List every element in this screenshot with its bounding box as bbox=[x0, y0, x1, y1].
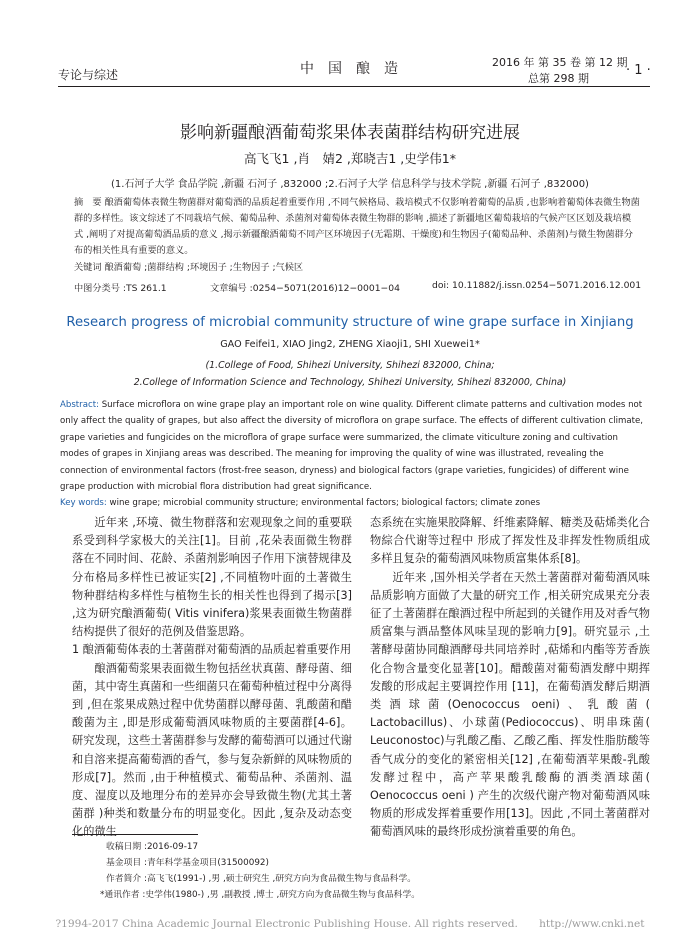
footnote-funding: 基金项目 :青年科学基金项目(31500092) bbox=[106, 858, 269, 868]
affiliation-english-2: 2.College of Information Science and Technology, Shihezi University, Shihezi 832000, China) bbox=[133, 377, 567, 388]
body-column-left bbox=[72, 514, 352, 842]
article-number: 文章编号 :0254−5071(2016)12−0001−04 bbox=[210, 283, 400, 294]
keywords-english-text: wine grape; microbial community structure; environmental factors; biological factors; climate zones bbox=[109, 498, 541, 509]
total-issue: 总第 298 期 bbox=[528, 72, 589, 85]
body-paragraph: 近年来 ,环境、微生物群落和宏观现象之间的重要联系受到科学家极大的关注[1]。目前 ,花朵表面微生物群落在不同时间、花龄、杀菌剂影响因子作用下演替规律及分布格局多样性已被证实[2] ,不同植物叶面的土著微生物种群结构多样性与植物生长的相关性也得到了揭示[3] ,这为研究酿酒葡萄( Vitis vinifera)浆果表面微生物菌群结构提供了很好的范例及借鉴思路。 bbox=[72, 516, 352, 639]
footnote-author: 作者简介 :高飞飞(1991-) ,男 ,硕士研究生 ,研究方向为食品微生物与食品科学。 bbox=[106, 874, 417, 884]
body-paragraph: 近年来 ,国外相关学者在天然土著菌群对葡萄酒风味品质影响方面做了大量的研究工作 ,相关研究成果充分表征了土著菌群在酿酒过程中所起到的关键作用及对香气物质富集与酒品整体风味呈现的影响力[9]。研究显示 ,土著酵母菌协同酿酒酵母共同培养时 ,萜烯和内酯等芳香族化合物含量变化显著[10]。醋酸菌对葡萄酒发酵中期挥发酸的形成起主要调控作用 [11]，在葡萄酒发酵后期酒类酒球菌(Oenococcus oeni)、乳酸菌( Lactobacillus)、小球菌(Pediococcus)、明串珠菌( Leuconostoc)与乳酸乙酯、乙酸乙酯、挥发性脂肪酸等香气成分的变化的紧密相关[12] ,在葡萄酒苹果酸-乳酸发酵过程中，高产苹果酸乳酸酶的酒类酒球菌( Oenococcus oeni ) 产生的次级代谢产物对葡萄酒风味物质的形成发挥着重要作用[13]。因此 ,不同土著菌群对葡萄酒风味的最终形成扮演着重要的角色。 bbox=[370, 570, 650, 839]
title-chinese: 影响新疆酿酒葡萄浆果体表菌群结构研究进展 bbox=[180, 123, 520, 143]
footnote-corresponding: *通讯作者 :史学伟(1980-) ,男 ,副教授 ,博士 ,研究方向为食品微生物与食品科学。 bbox=[100, 890, 421, 900]
footnote-received: 收稿日期 :2016-09-17 bbox=[106, 842, 199, 852]
affiliation-chinese: (1.石河子大学 食品学院 ,新疆 石河子 ,832000 ;2.石河子大学 信息科学与技术学院 ,新疆 石河子 ,832000) bbox=[111, 179, 589, 190]
affiliation-english-1: (1.College of Food, Shihezi University, Shihezi 832000, China; bbox=[205, 360, 495, 371]
footnote-rule bbox=[72, 834, 198, 835]
copyright-watermark: ?1994-2017 China Academic Journal Electronic Publishing House. All rights reserved. http://www.cnki.net bbox=[55, 918, 645, 930]
page-number: · 1 · bbox=[626, 63, 651, 78]
abstract-english bbox=[60, 397, 648, 512]
abstract-english-text: Surface microflora on wine grape play an important role on wine quality. Different climate patterns and cultivation modes not only affect the quality of grapes, but also affect the diversity of microflora on grape surface. The effects of different cultivation climate, grape varieties and fungicides on the microflora of grape surface were summarized, the climate viticulture zoning and cultivation modes of grapes in Xinjiang areas was described. The meaning for improving the quality of wine was illustrated, revealing the connection of environmental factors (frost-free season, dryness) and biological factors (grape varieties, fungicides) of different wine grape production with microbial flora distribution had great significance. bbox=[60, 400, 644, 493]
keywords-chinese-text: 酿酒葡萄 ;菌群结构 ;环境因子 ;生物因子 ;气候区 bbox=[104, 262, 304, 273]
abstract-english-label: Abstract: bbox=[60, 400, 99, 410]
body-paragraph: 酿酒葡萄浆果表面微生物包括丝状真菌、酵母菌、细菌，其中寄生真菌和一些细菌只在葡萄种植过程中分离得到 ,但在浆果成熟过程中优势菌群以酵母菌、乳酸菌和醋酸菌为主 ,即是形成葡萄酒风味物质的主要菌群[4-6]。研究发现，这些土著菌群参与发酵的葡萄酒可以通过代谢和自溶来提高葡萄酒的香气，参与复杂新鲜的风味物质的形成[7]。然而 ,由于种植模式、葡萄品种、杀菌剂、温度、湿度以及地理分布的差异亦会导致微生物(尤其土著菌群 )种类和数量分布的明显变化。因此 ,复杂及动态变化的微生 bbox=[72, 661, 352, 839]
doi: doi: 10.11882/j.issn.0254−5071.2016.12.001 bbox=[432, 280, 642, 291]
keywords-english-label: Key words: bbox=[60, 498, 107, 509]
abstract-chinese-label: 摘 要 bbox=[74, 197, 102, 208]
authors-chinese: 高飞飞1 ,肖 婧2 ,郑晓吉1 ,史学伟1* bbox=[244, 151, 456, 166]
title-english: Research progress of microbial community structure of wine grape surface in Xinjiang bbox=[66, 315, 634, 330]
body-column-right bbox=[370, 514, 650, 842]
abstract-chinese bbox=[74, 195, 640, 259]
authors-english: GAO Feifei1, XIAO Jing2, ZHENG Xiaoji1, SHI Xuewei1* bbox=[220, 339, 480, 350]
section-label: 专论与综述 bbox=[58, 68, 119, 82]
clc-number: 中图分类号 :TS 261.1 bbox=[74, 283, 167, 294]
keywords-chinese-label: 关键词 bbox=[74, 262, 102, 273]
journal-name: 中国酿造 bbox=[300, 61, 412, 77]
keywords-chinese bbox=[74, 260, 640, 276]
body-paragraph: 态系统在实施果胶降解、纤维素降解、糖类及萜烯类化合物綜合代谢等过程中 形成了挥发性及非挥发性物质组成多样且复杂的葡萄酒风味物质富集体系[8]。 bbox=[370, 516, 650, 566]
abstract-chinese-text: 酿酒葡萄体表微生物菌群对葡萄酒的品质起着重要作用 ,不同气候格局、栽培模式不仅影响着葡萄的品质 ,也影响着葡萄体表微生物菌群的多样性。该文综述了不同栽培气候、葡萄品种、杀菌剂对葡萄体表微生物群的影响 ,描述了新疆地区葡萄栽培的气候产区区划及栽培模式 ,阐明了对提高葡萄酒品质的意义 ,揭示新疆酿酒葡萄不同产区环境因子(无霜期、干燥度)和生物因子(葡萄品种、杀菌剂)与微生物菌群分布的相关性具有重要的意义。 bbox=[74, 197, 640, 256]
header-rule bbox=[58, 86, 650, 87]
issue-info: 2016 年 第 35 卷 第 12 期 bbox=[492, 56, 628, 69]
section-heading-1: 1 酿酒葡萄体表的土著菌群对葡萄酒的品质起着重要作用 bbox=[72, 643, 352, 657]
